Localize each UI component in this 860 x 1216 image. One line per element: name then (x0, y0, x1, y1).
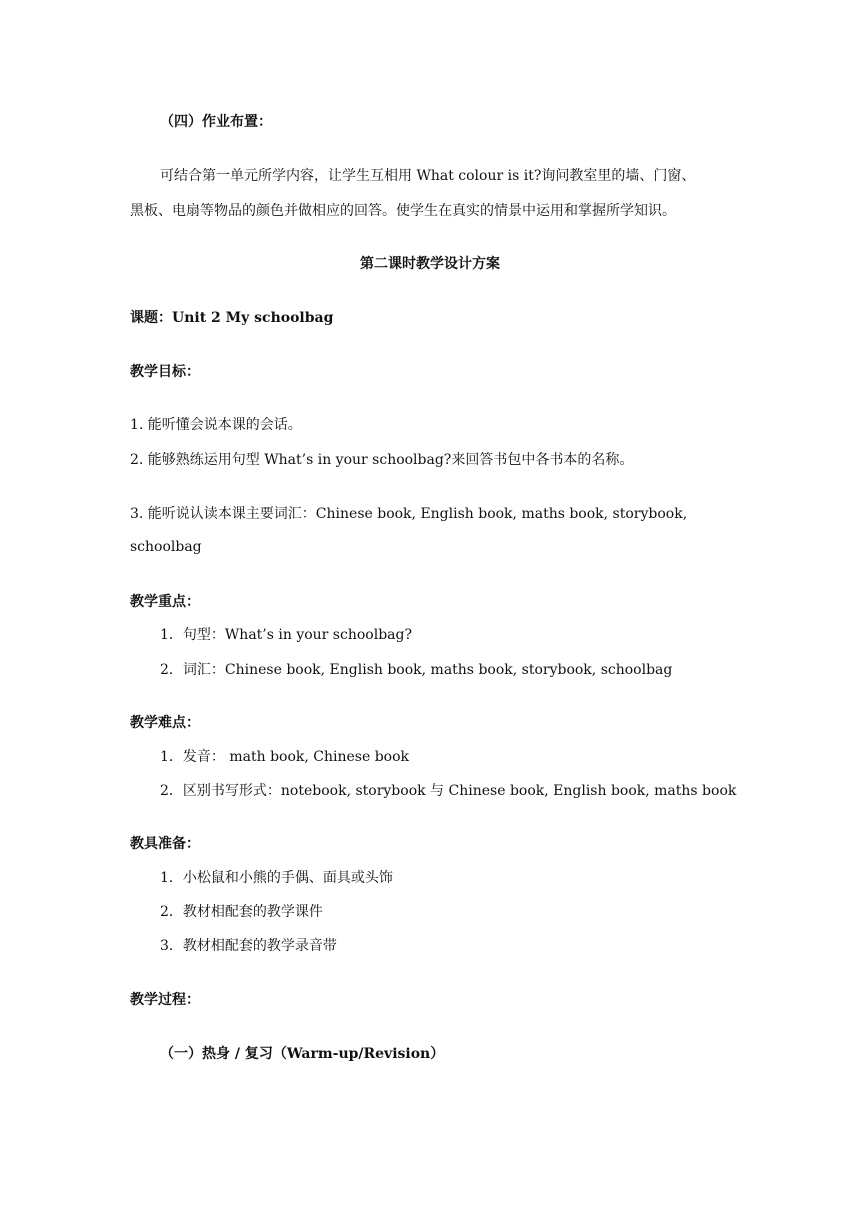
objective-item: 1. 能听懂会说本课的会话。 (130, 417, 302, 433)
key-points-heading: 教学重点： (130, 594, 200, 610)
objectives-heading: 教学目标： (130, 364, 200, 380)
homework-heading: （四）作业布置： (160, 114, 272, 130)
material-item: 2．教材相配套的教学课件 (160, 904, 323, 920)
difficulty-item: 1．发音： math book, Chinese book (160, 749, 410, 765)
objective-item-continuation: schoolbag (130, 539, 202, 555)
material-item: 3．教材相配套的教学录音带 (160, 938, 337, 954)
process-step-heading: （一）热身 / 复习（Warm-up/Revision） (160, 1046, 445, 1062)
key-point-item: 1．句型：What’s in your schoolbag? (160, 627, 412, 643)
process-heading: 教学过程： (130, 992, 200, 1008)
difficulty-item: 2．区别书写形式：notebook, storybook 与 Chinese book, English book, maths book (160, 783, 737, 799)
difficulties-heading: 教学难点： (130, 715, 200, 731)
materials-heading: 教具准备： (130, 836, 200, 852)
lesson-topic: 课题：Unit 2 My schoolbag (130, 310, 334, 326)
lesson-title: 第二课时教学设计方案 (360, 256, 500, 272)
homework-paragraph-line-1: 可结合第一单元所学内容，让学生互相用 What colour is it?询问教室里的墙、门窗、 (160, 168, 696, 184)
material-item: 1．小松鼠和小熊的手偶、面具或头饰 (160, 870, 393, 886)
objective-item: 3. 能听说认读本课主要词汇：Chinese book, English book, maths book, storybook, (130, 506, 688, 522)
key-point-item: 2．词汇：Chinese book, English book, maths book, storybook, schoolbag (160, 662, 673, 678)
objective-item: 2. 能够熟练运用句型 What’s in your schoolbag?来回答书包中各书本的名称。 (130, 452, 634, 468)
homework-paragraph-line-2: 黑板、电扇等物品的颜色并做相应的回答。使学生在真实的情景中运用和掌握所学知识。 (130, 203, 676, 219)
